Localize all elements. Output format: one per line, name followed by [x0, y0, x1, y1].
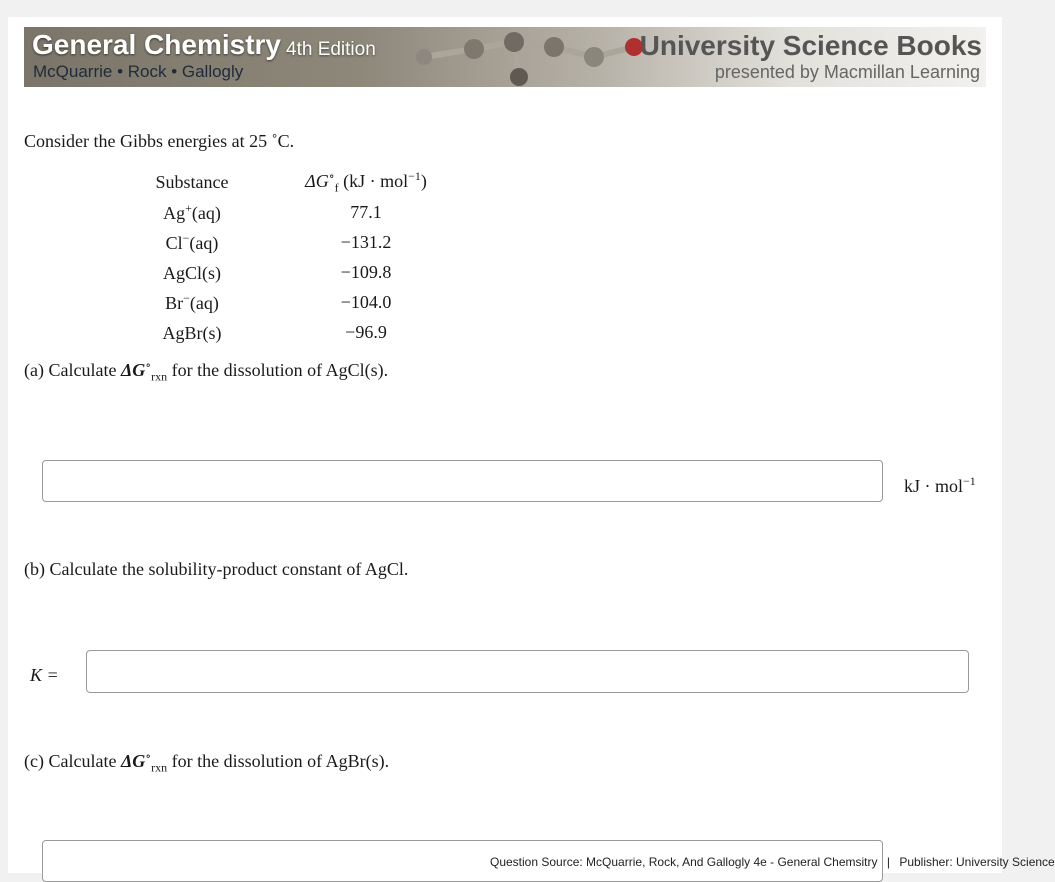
part-a-answer-input[interactable]	[42, 460, 883, 502]
presented-by: presented by Macmillan Learning	[714, 62, 980, 82]
table-row	[108, 197, 456, 227]
gibbs-value-cell: −109.8	[340, 261, 392, 282]
book-edition: 4th Edition	[286, 39, 376, 60]
header-substance: Substance	[155, 171, 229, 192]
gibbs-value-cell: −96.9	[345, 321, 387, 342]
book-authors: McQuarrie • Rock • Gallogly	[33, 62, 244, 81]
table-row	[108, 317, 456, 347]
table-header-row	[108, 167, 456, 197]
substance-cell: AgBr(s)	[162, 322, 222, 343]
question-source: Question Source: McQuarrie, Rock, And Gallogly 4e - General Chemsitry	[490, 855, 878, 869]
gibbs-energy-table	[108, 167, 456, 347]
header-gibbs: $\Delta G^\circ_f$ (kJ · mol$^{-1}$)	[305, 168, 427, 195]
table-row	[108, 287, 456, 317]
part-a-prompt: (a) Calculate $\Delta G^\circ_{rxn}$ for the dissolution of AgCl(s).	[24, 358, 389, 384]
part-a-unit: kJ · mol$^{-1}$	[904, 474, 976, 496]
part-b-answer-input[interactable]	[86, 650, 969, 693]
gibbs-value-cell: −131.2	[340, 231, 392, 252]
footer-separator: |	[886, 855, 890, 869]
substance-cell: AgCl(s)	[162, 262, 221, 283]
part-b-prompt: (b) Calculate the solubility-product constant of AgCl.	[24, 559, 409, 579]
substance-cell: Br−(aq)	[165, 290, 219, 313]
k-label: K =	[30, 665, 59, 685]
book-title: General Chemistry	[32, 29, 281, 60]
question-source-footer	[490, 855, 1055, 869]
question-page	[8, 17, 1002, 873]
gibbs-value-cell: 77.1	[350, 201, 382, 222]
publisher-name: University Science Books	[639, 30, 982, 61]
question-intro: Consider the Gibbs energies at 25 ˚C.	[24, 131, 295, 151]
table-row	[108, 227, 456, 257]
substance-cell: Cl−(aq)	[165, 230, 219, 253]
footer-publisher: Publisher: University Science	[899, 855, 1055, 869]
table-row	[108, 257, 456, 287]
substance-cell: Ag+(aq)	[163, 200, 221, 223]
part-c-prompt: (c) Calculate $\Delta G^\circ_{rxn}$ for the dissolution of AgBr(s).	[24, 749, 390, 775]
textbook-banner	[24, 27, 986, 87]
molecule-graphic	[404, 27, 664, 87]
gibbs-value-cell: −104.0	[340, 291, 392, 312]
